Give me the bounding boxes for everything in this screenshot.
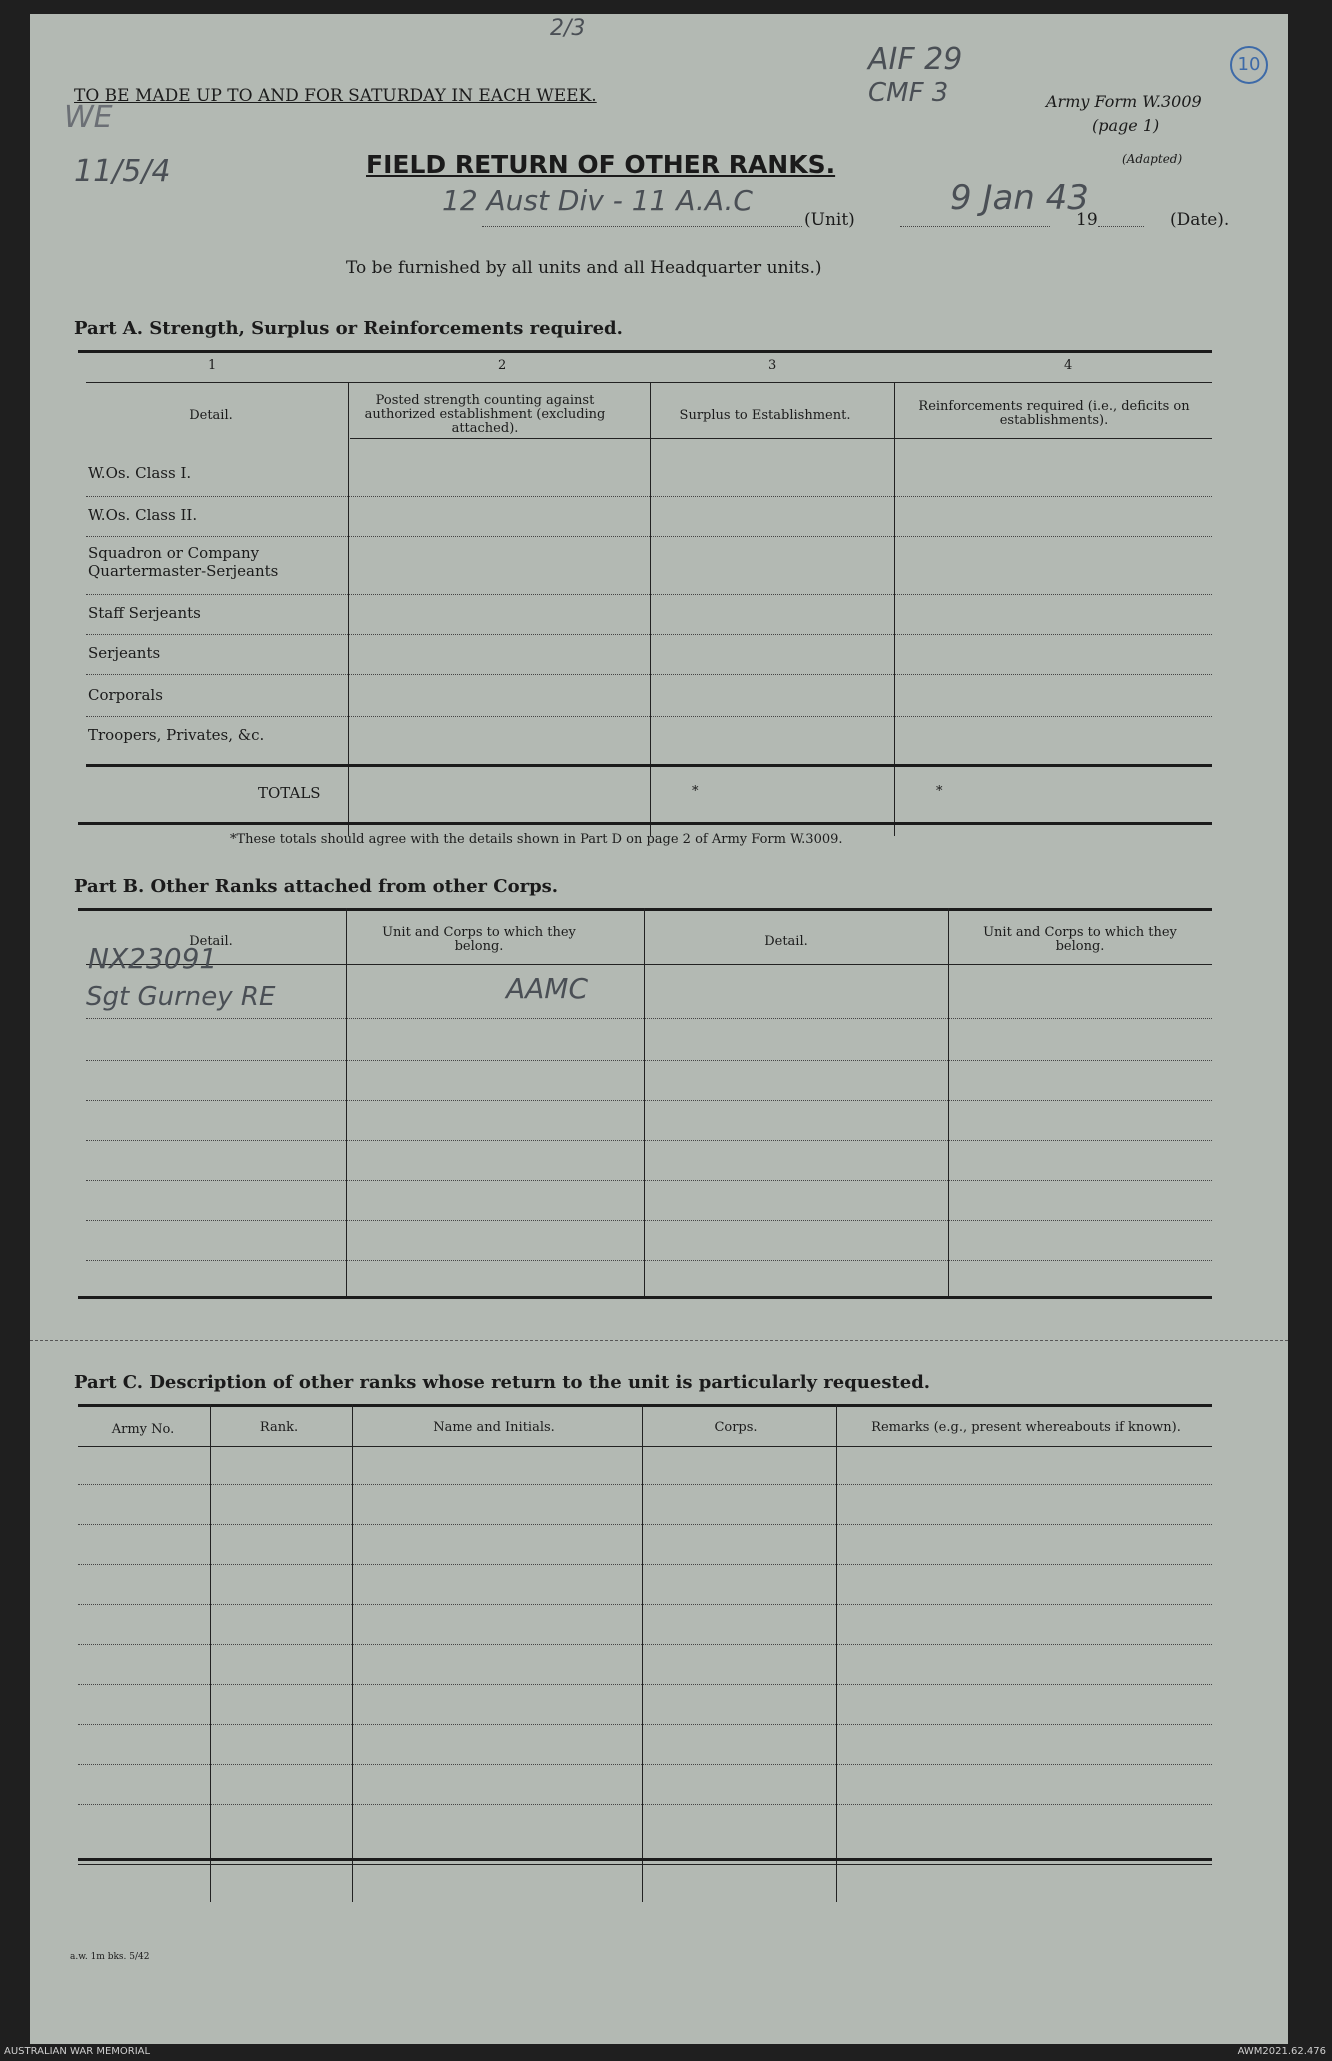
part-a-row-label: Staff Serjeants bbox=[88, 604, 201, 622]
part-b-header-unit-corps: Unit and Corps to which they belong. bbox=[382, 925, 576, 954]
part-b-row-divider bbox=[86, 1180, 1212, 1181]
part-a-row-label: Serjeants bbox=[88, 644, 161, 662]
part-a-row-label: W.Os. Class II. bbox=[88, 506, 198, 524]
part-a-col-number-4: 4 bbox=[1064, 358, 1073, 373]
part-a-header-posted: Posted strength counting against authorized establishment (excluding attached). bbox=[364, 393, 606, 436]
part-a-row-divider bbox=[86, 634, 1212, 635]
part-b-bottom-rule bbox=[78, 1296, 1212, 1299]
part-b-vline-1 bbox=[346, 908, 347, 1296]
part-a-vline-2 bbox=[650, 382, 651, 836]
part-c-header-rank: Rank. bbox=[259, 1420, 299, 1435]
part-a-vline-1 bbox=[348, 382, 349, 836]
part-a-totals-label: TOTALS bbox=[258, 784, 321, 802]
part-a-totals-top-rule bbox=[86, 764, 1212, 767]
handwritten-name: Sgt Gurney RE bbox=[86, 982, 276, 1012]
part-a-vline-3 bbox=[894, 382, 895, 836]
part-c-bottom-rule-2 bbox=[78, 1864, 1212, 1865]
part-a-top-rule bbox=[78, 350, 1212, 353]
part-c-header-corps: Corps. bbox=[714, 1420, 758, 1435]
date-label: (Date). bbox=[1170, 210, 1230, 230]
part-a-note: *These totals should agree with the details shown in Part D on page 2 of Army Form W.3009. bbox=[230, 832, 843, 847]
part-a-row-divider bbox=[86, 594, 1212, 595]
part-c-row-divider bbox=[78, 1684, 1212, 1685]
part-c-vline-2 bbox=[352, 1404, 353, 1902]
part-a-bottom-rule bbox=[78, 822, 1212, 825]
fold-line bbox=[30, 1340, 1288, 1341]
part-b-row-divider bbox=[86, 1220, 1212, 1221]
part-b-row-divider bbox=[86, 1140, 1212, 1141]
footer-right: AWM2021.62.476 bbox=[1237, 2046, 1326, 2057]
part-a-totals-asterisk-4: * bbox=[936, 784, 943, 799]
part-c-header-army-no: Army No. bbox=[111, 1422, 175, 1437]
part-c-row-divider bbox=[78, 1804, 1212, 1805]
form-page: (page 1) bbox=[1092, 116, 1160, 135]
form-adapted: (Adapted) bbox=[1122, 152, 1183, 166]
part-b-header-detail-2: Detail. bbox=[764, 934, 808, 949]
part-c-heading: Part C. Description of other ranks whose return to the unit is particularly requested. bbox=[74, 1372, 931, 1393]
part-c-row-divider bbox=[78, 1644, 1212, 1645]
part-c-row-divider bbox=[78, 1564, 1212, 1565]
part-c-vline-1 bbox=[210, 1404, 211, 1902]
part-b-header-detail: Detail. bbox=[189, 934, 233, 949]
part-b-heading: Part B. Other Ranks attached from other Corps. bbox=[74, 876, 559, 897]
part-c-header-name: Name and Initials. bbox=[433, 1420, 555, 1435]
handwritten-corps: AAMC bbox=[506, 972, 589, 1005]
handwritten-circle-number: 10 bbox=[1230, 46, 1268, 84]
part-b-header-rule bbox=[86, 964, 1212, 965]
unit-dotted-line bbox=[482, 226, 802, 227]
part-b-row-divider bbox=[86, 1100, 1212, 1101]
year-label: 19 bbox=[1076, 210, 1098, 230]
part-c-header-rule bbox=[78, 1446, 1212, 1447]
part-c-row-divider bbox=[78, 1764, 1212, 1765]
part-a-col-number-1: 1 bbox=[208, 358, 217, 373]
handwritten-unit: 12 Aust Div - 11 A.A.C bbox=[442, 184, 753, 217]
part-a-row-divider bbox=[86, 536, 1212, 537]
handwritten-left-date: 11/5/4 bbox=[74, 154, 171, 189]
unit-label: (Unit) bbox=[804, 210, 855, 230]
part-a-row-divider bbox=[86, 716, 1212, 717]
form-name: Army Form W.3009 bbox=[1046, 92, 1202, 111]
part-c-row-divider bbox=[78, 1724, 1212, 1725]
part-a-col-number-2: 2 bbox=[498, 358, 507, 373]
part-c-bottom-rule bbox=[78, 1858, 1212, 1861]
part-c-top-rule bbox=[78, 1404, 1212, 1407]
part-a-row-label: W.Os. Class I. bbox=[88, 464, 192, 482]
handwritten-date: 9 Jan 43 bbox=[950, 178, 1089, 218]
part-b-row-divider bbox=[86, 1060, 1212, 1061]
part-a-header-surplus: Surplus to Establishment. bbox=[679, 408, 851, 423]
part-c-row-divider bbox=[78, 1604, 1212, 1605]
printer-mark: a.w. 1m bks. 5/42 bbox=[70, 1952, 150, 1962]
handwritten-initials: WE bbox=[64, 100, 113, 135]
part-a-header-reinforcements: Reinforcements required (i.e., deficits on establishments). bbox=[918, 399, 1190, 428]
handwritten-top-number: 2/3 bbox=[550, 16, 586, 41]
part-b-header-unit-corps-2: Unit and Corps to which they belong. bbox=[983, 925, 1177, 954]
part-a-header-rule bbox=[350, 438, 1212, 439]
part-a-row-label: Squadron or Company Quartermaster-Serjeants bbox=[88, 544, 279, 580]
part-c-vline-3 bbox=[642, 1404, 643, 1902]
year-dotted-line bbox=[1098, 226, 1144, 227]
handwritten-cmf: CMF 3 bbox=[868, 78, 949, 108]
part-b-row-divider bbox=[86, 1018, 1212, 1019]
footer-left: AUSTRALIAN WAR MEMORIAL bbox=[4, 2046, 151, 2057]
part-a-row-label: Troopers, Privates, &c. bbox=[88, 726, 265, 744]
date-dotted-line bbox=[900, 226, 1050, 227]
part-a-heading: Part A. Strength, Surplus or Reinforcements required. bbox=[74, 318, 623, 339]
part-b-vline-3 bbox=[948, 908, 949, 1296]
part-a-row-divider bbox=[86, 674, 1212, 675]
form-sheet bbox=[30, 14, 1288, 2044]
archive-footer bbox=[0, 2044, 1332, 2061]
part-b-row-divider bbox=[86, 1260, 1212, 1261]
part-c-vline-4 bbox=[836, 1404, 837, 1902]
subtitle: To be furnished by all units and all Headquarter units.) bbox=[346, 258, 822, 278]
part-b-top-rule bbox=[78, 908, 1212, 911]
part-a-number-rule bbox=[86, 382, 1212, 383]
part-c-row-divider bbox=[78, 1524, 1212, 1525]
part-a-header-detail: Detail. bbox=[189, 408, 233, 423]
part-c-row-divider bbox=[78, 1484, 1212, 1485]
part-a-totals-asterisk-3: * bbox=[692, 784, 699, 799]
part-a-row-label: Corporals bbox=[88, 686, 163, 704]
part-c-header-remarks: Remarks (e.g., present whereabouts if known). bbox=[871, 1420, 1181, 1435]
handwritten-aif: AIF 29 bbox=[868, 42, 963, 77]
page-title: FIELD RETURN OF OTHER RANKS. bbox=[366, 150, 836, 179]
part-a-col-number-3: 3 bbox=[768, 358, 777, 373]
part-b-vline-2 bbox=[644, 908, 645, 1296]
handwritten-army-number: NX23091 bbox=[88, 942, 218, 975]
part-a-row-divider bbox=[86, 496, 1212, 497]
instruction-line: TO BE MADE UP TO AND FOR SATURDAY IN EACH WEEK. bbox=[74, 86, 597, 106]
